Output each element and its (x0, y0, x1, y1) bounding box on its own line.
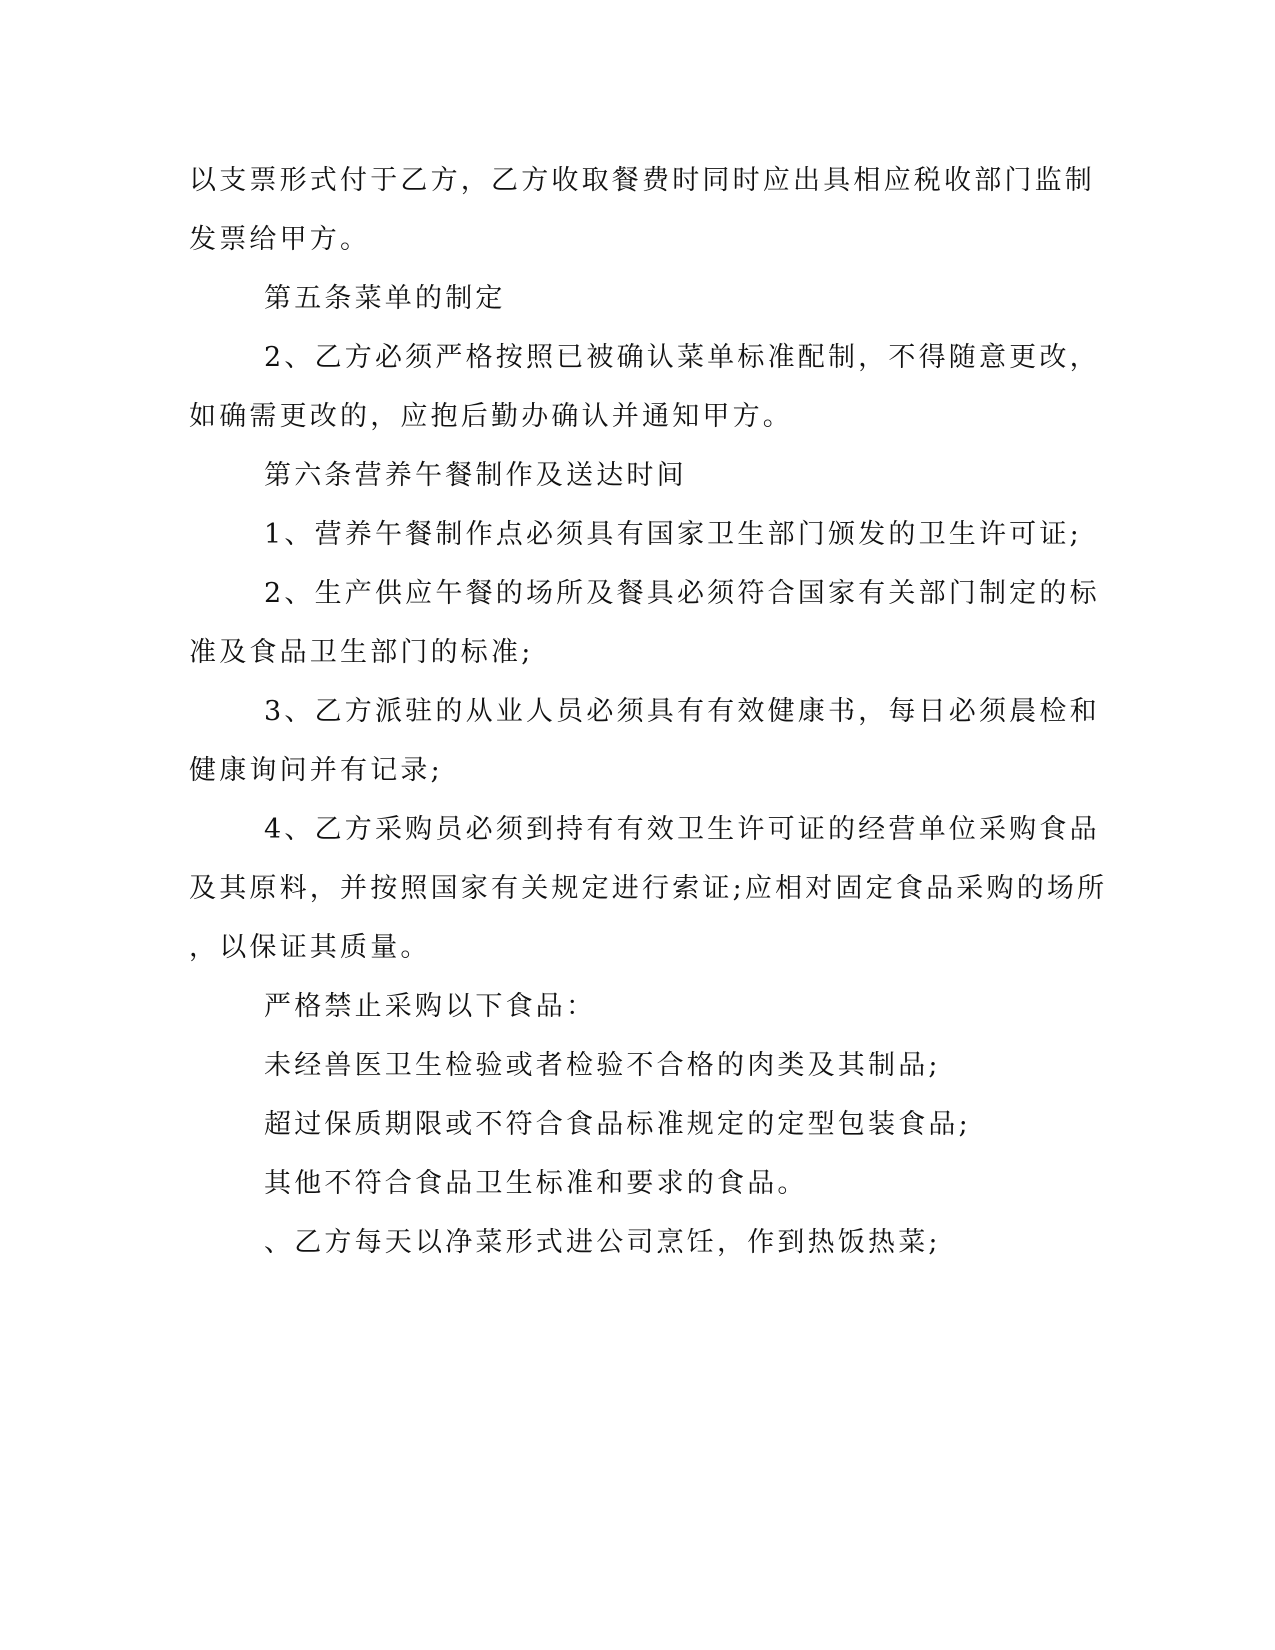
paragraph-line: 2、乙方必须严格按照已被确认菜单标准配制，不得随意更改， (264, 342, 1100, 373)
list-item: 超过保质期限或不符合食品标准规定的定型包装食品; (264, 1109, 971, 1140)
paragraph-line: ，以保证其质量。 (189, 932, 431, 963)
section-heading: 第五条菜单的制定 (264, 283, 506, 314)
paragraph-line: 严格禁止采购以下食品： (264, 991, 597, 1022)
paragraph-line: 1、营养午餐制作点必须具有国家卫生部门颁发的卫生许可证; (264, 519, 1082, 550)
paragraph-line: 及其原料，并按照国家有关规定进行索证;应相对固定食品采购的场所 (189, 873, 1108, 904)
paragraph-line: 以支票形式付于乙方，乙方收取餐费时同时应出具相应税收部门监制 (189, 165, 1095, 196)
paragraph-line: 2、生产供应午餐的场所及餐具必须符合国家有关部门制定的标 (264, 578, 1100, 609)
paragraph-line: 4、乙方采购员必须到持有有效卫生许可证的经营单位采购食品 (264, 814, 1100, 845)
paragraph-line: 3、乙方派驻的从业人员必须具有有效健康书，每日必须晨检和 (264, 696, 1100, 727)
paragraph-line: 准及食品卫生部门的标准; (189, 637, 534, 668)
paragraph-line: 健康询问并有记录; (189, 755, 443, 786)
paragraph-line: 发票给甲方。 (189, 224, 371, 255)
section-heading: 第六条营养午餐制作及送达时间 (264, 460, 687, 491)
paragraph-line: 如确需更改的，应抱后勤办确认并通知甲方。 (189, 401, 793, 432)
paragraph-line: 、乙方每天以净菜形式进公司烹饪，作到热饭热菜; (264, 1227, 941, 1258)
list-item: 未经兽医卫生检验或者检验不合格的肉类及其制品; (264, 1050, 941, 1081)
list-item: 其他不符合食品卫生标准和要求的食品。 (264, 1168, 808, 1199)
